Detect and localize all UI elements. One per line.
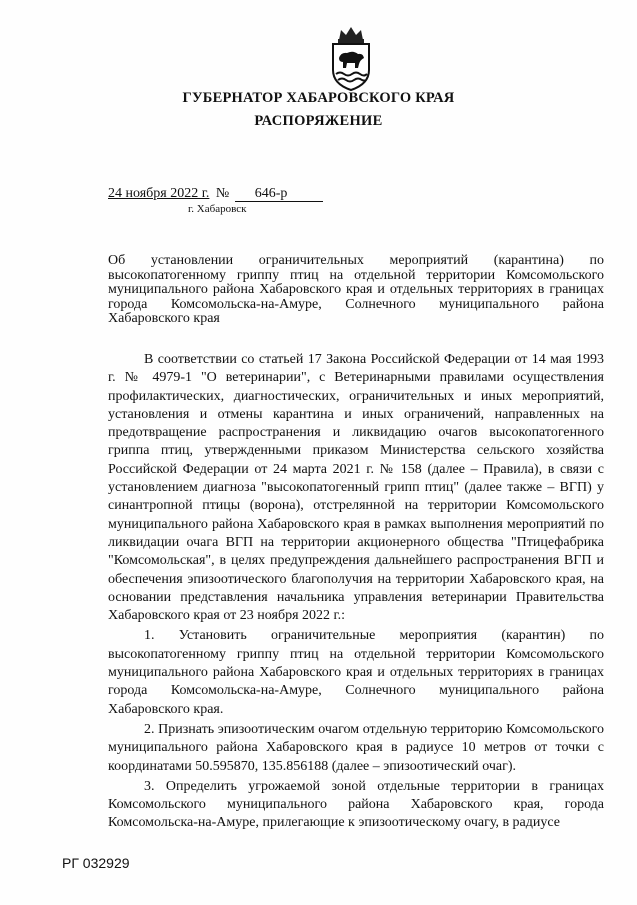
number-sign: № xyxy=(215,186,230,201)
document-date: 24 ноября 2022 г. xyxy=(108,186,210,201)
item-1-paragraph: 1. Установить ограничительные мероприятия (карантин) по высокопатогенному гриппу птиц на отдельной территории Комсомольского муниципального района Хабаровского края и отдельных территориях в границах города Комсомольска-на-Амуре, Солнечного муниципального района Хабаровского края. xyxy=(108,628,604,717)
document-type: РАСПОРЯЖЕНИЕ xyxy=(254,113,383,129)
document-place: г. Хабаровск xyxy=(188,203,247,215)
document-body xyxy=(108,351,604,833)
coat-of-arms-emblem xyxy=(327,24,375,92)
org-title: ГУБЕРНАТОР ХАБАРОВСКОГО КРАЯ xyxy=(182,90,455,106)
document-number: 646-р xyxy=(235,186,323,202)
item-2-paragraph: 2. Признать эпизоотическим очагом отдельную территорию Комсомольского муниципального района Хабаровского края в радиусе 10 метров от точки с координатами 50.595870, 135.856188 (далее – эпизоотический очаг). xyxy=(108,721,604,774)
document-subject: Об установлении ограничительных мероприятий (карантина) по высокопатогенному гриппу птиц на отдельной территории Комсомольского муниципального района Хабаровского края и отдельных территориях в границах города Комсомольска-на-Амуре, Солнечного муниципального района Хабаровского края xyxy=(108,253,604,326)
item-3-paragraph: 3. Определить угрожаемой зоной отдельные территории в границах Комсомольского муниципального района Хабаровского края, города Комсомольска-на-Амуре, прилегающие к эпизоотическому очагу, в радиусе xyxy=(108,778,604,831)
date-number-line xyxy=(108,186,323,202)
preamble-paragraph: В соответствии со статьей 17 Закона Российской Федерации от 14 мая 1993 г. № 4979-1 "О ветеринарии", с Ветеринарными правилами осуществления профилактических, диагностических, ограничительных и иных мероприятий, установления и отмены карантина и иных ограничений, направленных на предотвращение распространения и ликвидацию очагов высокопатогенного гриппа птиц, утвержденными приказом Министерства сельского хозяйства Российской Федерации от 24 марта 2021 г. № 158 (далее – Правила), в связи с установлением диагноза "высокопатогенный грипп птиц" (далее также – ВГП) у синантропной птицы (ворона), отстрелянной на территории Комсомольского муниципального района Хабаровского края в рамках выполнения мероприятий по ликвидации очага ВГП на территории акционерного общества "Птицефабрика "Комсомольская", в целях предупреждения дальнейшего распространения ВГП и обеспечения эпизоотического благополучия на территории Хабаровского края, на основании представления начальника управления ветеринарии Правительства Хабаровского края от 23 ноября 2022 г.: xyxy=(108,352,604,624)
form-serial-number: РГ 032929 xyxy=(62,855,130,871)
